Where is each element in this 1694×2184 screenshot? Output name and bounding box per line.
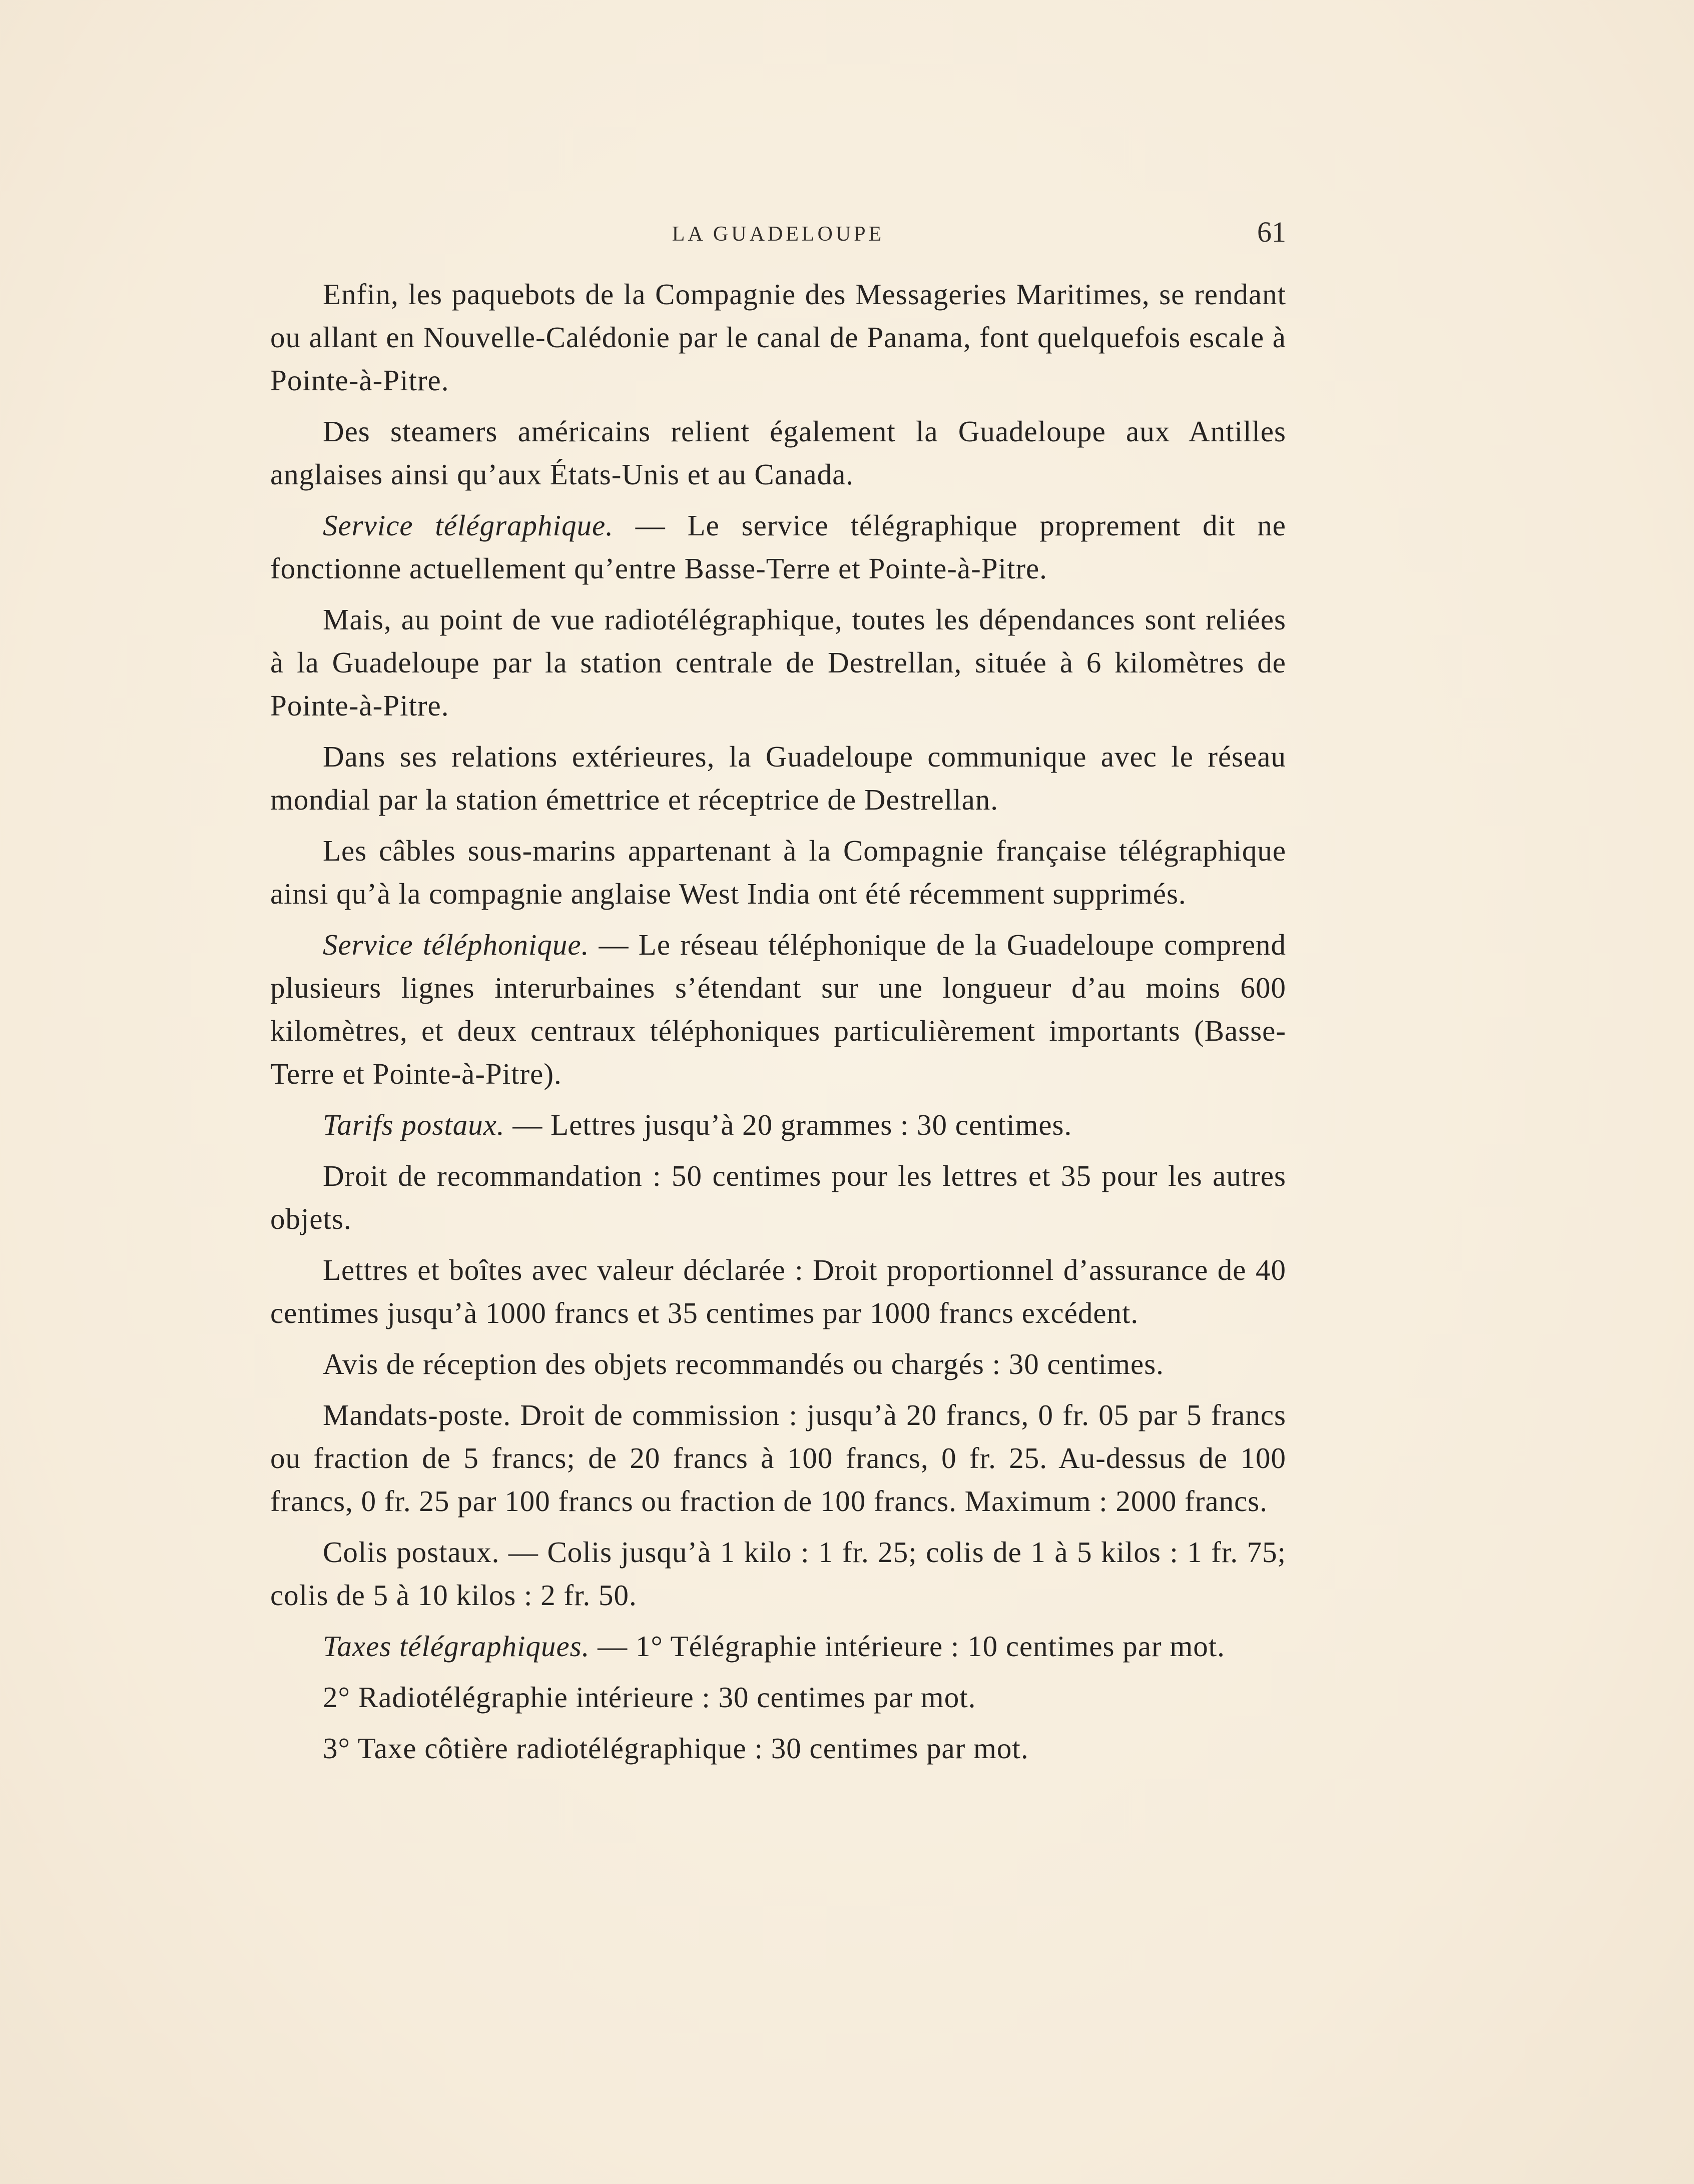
paragraph-text: — Le réseau téléphonique de la Guadeloupe comprend plusieurs lignes interurbaines s’étendant sur une longueur d’au moins 600 kilomètres, et deux centraux téléphoniques particulièrement importants (Basse-Terre et Pointe-à-Pitre). bbox=[270, 928, 1287, 1090]
section-lead: Taxes télégraphiques. bbox=[323, 1630, 590, 1663]
paragraph-text: Des steamers américains relient également la Guadeloupe aux Antilles anglaises ainsi qu’aux États-Unis et au Canada. bbox=[270, 415, 1286, 491]
paragraph-text: 2° Radiotélégraphie intérieure : 30 centimes par mot. bbox=[323, 1681, 976, 1714]
paragraph-paquebots bbox=[270, 273, 1286, 402]
running-head bbox=[270, 215, 1286, 255]
paragraph-taxes-telegraphiques bbox=[270, 1625, 1286, 1668]
running-title: LA GUADELOUPE bbox=[672, 223, 885, 246]
section-lead: Tarifs postaux. bbox=[323, 1108, 505, 1141]
paragraph-text: Droit de recommandation : 50 centimes pour les lettres et 35 pour les autres objets. bbox=[270, 1159, 1286, 1235]
paragraph-recommandation bbox=[270, 1154, 1286, 1240]
paragraph-relations-exterieures bbox=[270, 735, 1286, 821]
section-lead: Service téléphonique. bbox=[323, 928, 590, 961]
paragraph-text: Les câbles sous-marins appartenant à la Compagnie française télégraphique ainsi qu’à la compagnie anglaise West India ont été récemment supprimés. bbox=[270, 834, 1286, 910]
paragraph-text: — Lettres jusqu’à 20 grammes : 30 centimes. bbox=[504, 1108, 1072, 1141]
paragraph-valeur-declaree bbox=[270, 1248, 1286, 1334]
paragraph-radiotelegraphie-interieure bbox=[270, 1676, 1286, 1719]
paragraph-mandats-poste bbox=[270, 1393, 1286, 1523]
paragraph-taxe-cotiere bbox=[270, 1727, 1286, 1770]
paragraph-service-telephonique bbox=[270, 923, 1286, 1095]
paragraph-avis-reception bbox=[270, 1342, 1286, 1385]
paragraph-text: Mais, au point de vue radiotélégraphique, toutes les dépendances sont reliées à la Guadeloupe par la station centrale de Destrellan, située à 6 kilomètres de Pointe-à-Pitre. bbox=[270, 603, 1286, 722]
paragraph-cables bbox=[270, 829, 1286, 915]
paragraph-text: Colis postaux. — Colis jusqu’à 1 kilo : 1 fr. 25; colis de 1 à 5 kilos : 1 fr. 75; colis de 5 à 10 kilos : 2 fr. 50. bbox=[270, 1536, 1286, 1612]
section-lead: Service télégraphique. bbox=[323, 509, 614, 542]
paragraph-text: 3° Taxe côtière radiotélégraphique : 30 centimes par mot. bbox=[323, 1732, 1029, 1765]
page-number: 61 bbox=[1257, 216, 1286, 248]
paragraph-text: Mandats-poste. Droit de commission : jusqu’à 20 francs, 0 fr. 05 par 5 francs ou fraction de 5 francs; de 20 francs à 100 francs, 0 fr. 25. Au-dessus de 100 francs, 0 fr. 25 par 100 francs ou fraction de 100 francs. Maximum : 2000 francs. bbox=[270, 1398, 1286, 1518]
paragraph-steamers bbox=[270, 410, 1286, 496]
paragraph-text: Lettres et boîtes avec valeur déclarée : Droit proportionnel d’assurance de 40 centimes jusqu’à 1000 francs et 35 centimes par 1000 francs excédent. bbox=[270, 1253, 1286, 1329]
body-text bbox=[270, 273, 1286, 1778]
paragraph-tarifs-postaux bbox=[270, 1103, 1286, 1146]
paragraph-service-telegraphique bbox=[270, 504, 1286, 590]
paragraph-colis-postaux bbox=[270, 1531, 1286, 1617]
paragraph-text: Avis de réception des objets recommandés ou chargés : 30 centimes. bbox=[323, 1347, 1164, 1380]
paragraph-radiotelegraphique bbox=[270, 598, 1286, 727]
paragraph-text: Dans ses relations extérieures, la Guadeloupe communique avec le réseau mondial par la station émettrice et réceptrice de Destrellan. bbox=[270, 740, 1286, 816]
paragraph-text: — 1° Télégraphie intérieure : 10 centimes par mot. bbox=[590, 1630, 1225, 1663]
paragraph-text: — Le service télégraphique proprement dit ne fonctionne actuellement qu’entre Basse-Terre et Pointe-à-Pitre. bbox=[270, 509, 1286, 585]
paragraph-text: Enfin, les paquebots de la Compagnie des Messageries Maritimes, se rendant ou allant en Nouvelle-Calédonie par le canal de Panama, font quelquefois escale à Pointe-à-Pitre. bbox=[270, 278, 1286, 397]
